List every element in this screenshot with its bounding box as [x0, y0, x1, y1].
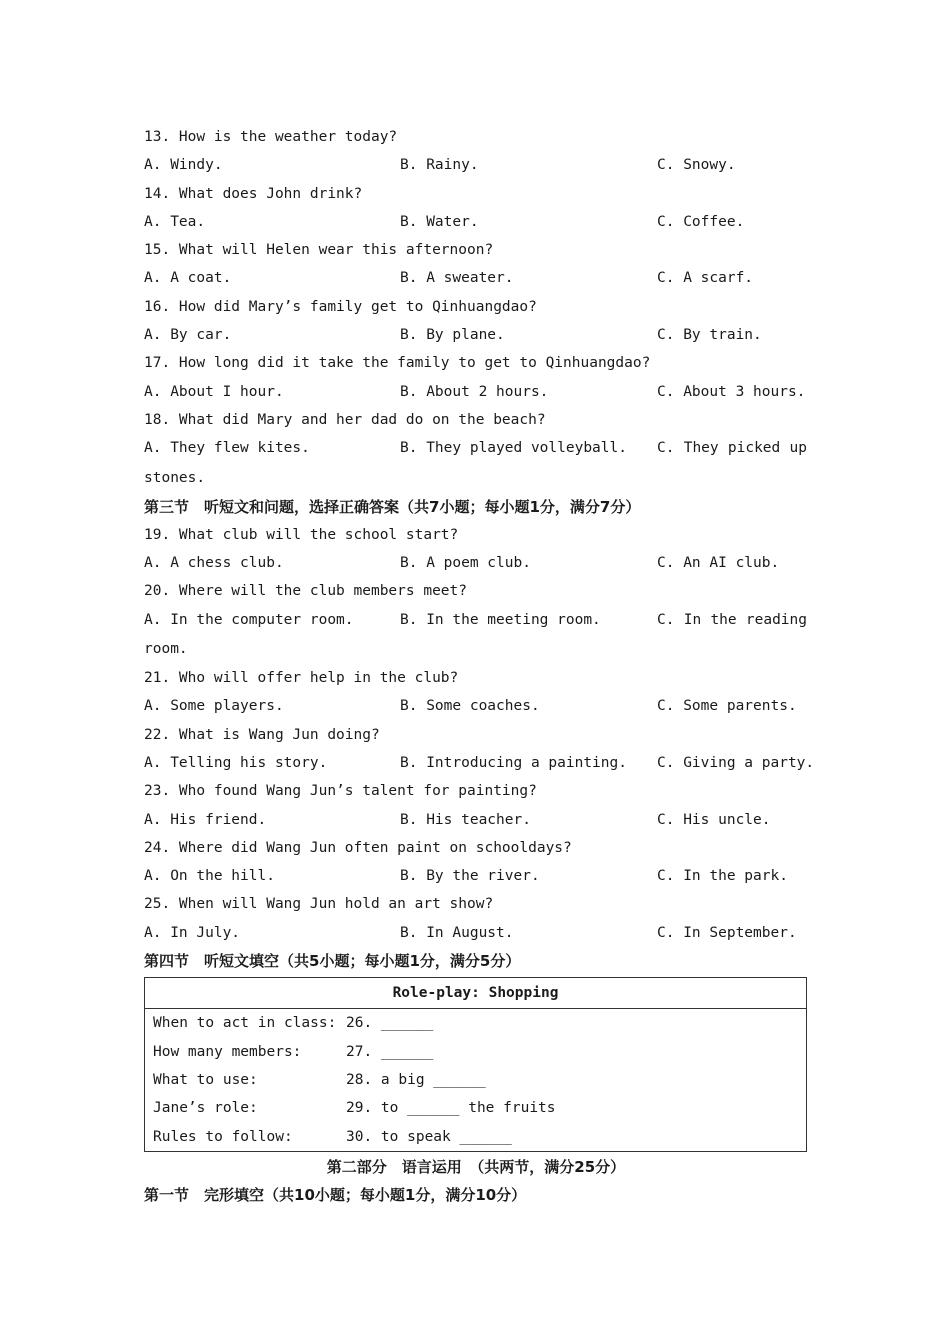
option-b: B. Some coaches.	[400, 698, 540, 715]
question-14: 14. What does John drink?	[144, 185, 363, 202]
options-19	[144, 549, 808, 577]
option-b: B. They played volleyball.	[400, 440, 627, 457]
option-a: A. In July.	[144, 924, 241, 941]
roleplay-row	[145, 1123, 806, 1151]
option-a: A. A chess club.	[144, 555, 284, 572]
option-a: A. Tea.	[144, 213, 206, 230]
option-c-word: picked	[727, 440, 781, 457]
roleplay-blank-27: 27. ______	[346, 1043, 434, 1060]
question-16: 16. How did Mary’s family get to Qinhuangdao?	[144, 298, 537, 315]
option-a: A. They flew kites.	[144, 440, 310, 457]
option-b: B. By the river.	[400, 868, 540, 885]
option-c	[657, 434, 807, 462]
question-18: 18. What did Mary and her dad do on the beach?	[144, 411, 546, 428]
option-c-word: C.	[657, 440, 675, 457]
question-22: 22. What is Wang Jun doing?	[144, 726, 380, 743]
options-20	[144, 606, 808, 634]
option-c-word: C.	[657, 611, 675, 628]
question-19: 19. What club will the school start?	[144, 526, 459, 543]
option-b: B. His teacher.	[400, 811, 531, 828]
roleplay-blank-28: 28. a big ______	[346, 1071, 486, 1088]
option-a: A. About I hour.	[144, 383, 284, 400]
roleplay-title: Role-play: Shopping	[145, 978, 807, 1009]
option-c: C. Snowy.	[657, 157, 736, 174]
options-17	[144, 378, 808, 406]
roleplay-blank-26: 26. ______	[346, 1015, 434, 1032]
option-a: A. Some players.	[144, 698, 284, 715]
option-a: A. His friend.	[144, 811, 267, 828]
option-a: A. A coat.	[144, 270, 232, 287]
option-b: B. In the meeting room.	[400, 611, 601, 628]
roleplay-label: Jane’s role:	[153, 1100, 258, 1117]
section-3-heading: 第三节 听短文和问题，选择正确答案（共7小题；每小题1分，满分7分）	[144, 497, 641, 516]
option-c-continuation: room.	[144, 641, 188, 658]
roleplay-row	[145, 1094, 806, 1122]
roleplay-table	[144, 977, 807, 1151]
option-c-word: up	[789, 440, 807, 457]
question-25: 25. When will Wang Jun hold an art show?	[144, 896, 494, 913]
options-13	[144, 151, 808, 179]
options-22	[144, 749, 815, 777]
option-a: A. Windy.	[144, 157, 223, 174]
roleplay-label: How many members:	[153, 1043, 302, 1060]
roleplay-label: Rules to follow:	[153, 1128, 293, 1145]
option-b: B. By plane.	[400, 327, 505, 344]
option-c-word: reading	[745, 611, 807, 628]
roleplay-label: When to act in class:	[153, 1015, 337, 1032]
option-a: A. On the hill.	[144, 868, 275, 885]
option-b: B. Rainy.	[400, 157, 479, 174]
option-c-word: They	[683, 440, 719, 457]
option-c: C. An AI club.	[657, 555, 780, 572]
roleplay-blank-30: 30. to speak ______	[346, 1128, 512, 1145]
options-16	[144, 321, 808, 349]
option-b: B. In August.	[400, 924, 514, 941]
options-21	[144, 692, 808, 720]
option-c: C. In September.	[657, 924, 797, 941]
options-24	[144, 862, 808, 890]
roleplay-row	[145, 1009, 806, 1037]
roleplay-body	[145, 1009, 807, 1151]
option-c: C. Giving a party.	[657, 754, 815, 771]
option-a: A. By car.	[144, 327, 232, 344]
option-c: C. In the park.	[657, 868, 788, 885]
question-21: 21. Who will offer help in the club?	[144, 670, 459, 687]
exam-page	[144, 123, 815, 1209]
options-25	[144, 919, 808, 947]
roleplay-label: What to use:	[153, 1071, 258, 1088]
option-a: A. In the computer room.	[144, 611, 354, 628]
part-2-heading: 第二部分 语言运用 （共两节，满分25分）	[326, 1157, 626, 1176]
option-b: B. About 2 hours.	[400, 383, 549, 400]
roleplay-blank-29: 29. to ______ the fruits	[346, 1100, 556, 1117]
option-c: C. About 3 hours.	[657, 383, 806, 400]
option-b: B. A poem club.	[400, 555, 531, 572]
option-b: B. A sweater.	[400, 270, 514, 287]
question-15: 15. What will Helen wear this afternoon?	[144, 242, 494, 259]
section-1-heading: 第一节 完形填空（共10小题；每小题1分，满分10分）	[144, 1186, 527, 1205]
question-23: 23. Who found Wang Jun’s talent for painting?	[144, 783, 537, 800]
question-13: 13. How is the weather today?	[144, 129, 398, 145]
roleplay-row	[145, 1038, 806, 1066]
option-c-word: the	[710, 611, 737, 628]
options-23	[144, 806, 808, 834]
options-18	[144, 434, 808, 462]
option-a: A. Telling his story.	[144, 754, 328, 771]
option-c: C. Some parents.	[657, 698, 797, 715]
question-20: 20. Where will the club members meet?	[144, 583, 468, 600]
option-b: B. Water.	[400, 213, 479, 230]
option-c: C. By train.	[657, 327, 762, 344]
options-15	[144, 264, 808, 292]
option-c-continuation: stones.	[144, 469, 206, 486]
option-c: C. Coffee.	[657, 213, 745, 230]
section-4-heading: 第四节 听短文填空（共5小题；每小题1分，满分5分）	[144, 952, 521, 971]
option-c	[657, 606, 807, 634]
option-c-word: In	[683, 611, 702, 628]
options-14	[144, 208, 808, 236]
roleplay-row	[145, 1066, 806, 1094]
option-c: C. His uncle.	[657, 811, 771, 828]
question-17: 17. How long did it take the family to get to Qinhuangdao?	[144, 355, 651, 372]
question-24: 24. Where did Wang Jun often paint on schooldays?	[144, 839, 572, 856]
option-c: C. A scarf.	[657, 270, 754, 287]
option-b: B. Introducing a painting.	[400, 754, 627, 771]
